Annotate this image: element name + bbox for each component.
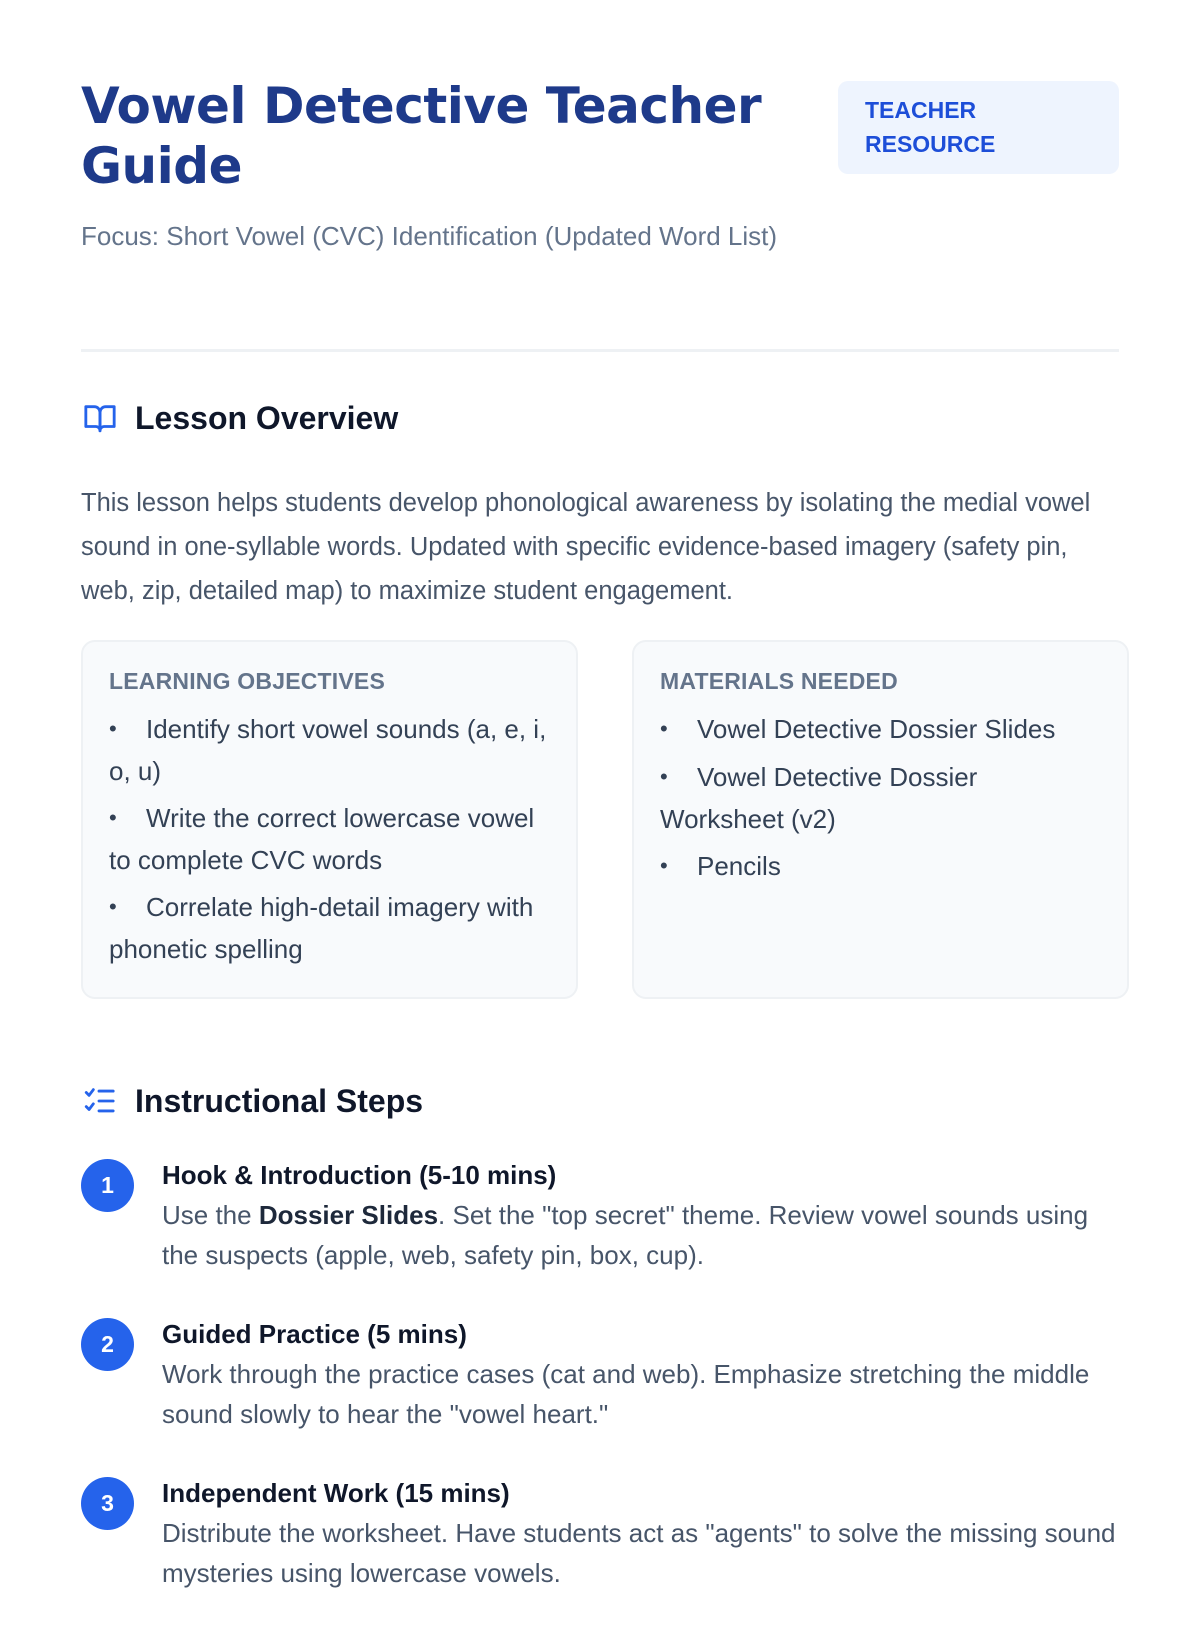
step-title: Independent Work (15 mins): [162, 1478, 510, 1508]
list-item: •Identify short vowel sounds (a, e, i, o, u): [109, 709, 550, 792]
instructional-steps-list: [81, 1155, 1121, 1632]
materials-needed-card: [632, 640, 1129, 999]
step-number: 3: [81, 1477, 134, 1530]
instructional-steps-heading: [81, 1082, 423, 1120]
step-description: Use the Dossier Slides. Set the "top secret" theme. Review vowel sounds using the suspects (apple, web, safety pin, box, cup).: [162, 1200, 1089, 1270]
list-checks-icon: [81, 1082, 119, 1120]
list-item: •Correlate high-detail imagery with phonetic spelling: [109, 887, 550, 970]
page-subtitle: Focus: Short Vowel (CVC) Identification (Updated Word List): [81, 221, 778, 251]
materials-needed-list: [660, 709, 1101, 888]
step-number: 1: [81, 1159, 134, 1212]
step-item: [81, 1155, 1121, 1275]
step-item: [81, 1314, 1121, 1434]
list-item: •Write the correct lowercase vowel to complete CVC words: [109, 798, 550, 881]
step-title: Guided Practice (5 mins): [162, 1319, 467, 1349]
step-title: Hook & Introduction (5-10 mins): [162, 1160, 557, 1190]
teacher-resource-badge: TEACHER RESOURCE: [838, 81, 1119, 174]
learning-objectives-card: [81, 640, 578, 999]
step-number: 2: [81, 1318, 134, 1371]
list-item: •Pencils: [660, 846, 1101, 888]
page-header: [81, 0, 1119, 352]
page-title: Vowel Detective Teacher Guide: [81, 77, 762, 195]
list-item: •Vowel Detective Dossier Slides: [660, 709, 1101, 751]
step-item: [81, 1473, 1121, 1593]
learning-objectives-heading: LEARNING OBJECTIVES: [109, 668, 386, 694]
step-description: Work through the practice cases (cat and web). Emphasize stretching the middle sound slowly to hear the "vowel heart.": [162, 1359, 1090, 1429]
list-item: •Vowel Detective Dossier Worksheet (v2): [660, 757, 1101, 840]
book-open-icon: [81, 399, 119, 437]
lesson-overview-title: Lesson Overview: [135, 399, 399, 436]
lesson-overview-heading: [81, 399, 398, 437]
learning-objectives-list: [109, 709, 550, 970]
materials-needed-heading: MATERIALS NEEDED: [660, 668, 898, 694]
step-description: Distribute the worksheet. Have students act as "agents" to solve the missing sound mysteries using lowercase vowels.: [162, 1518, 1116, 1588]
lesson-overview-text: This lesson helps students develop phonological awareness by isolating the medial vowel sound in one-syllable words. Updated with specific evidence-based imagery (safety pin, web, zip, detailed map) to maximize student engagement.: [81, 489, 1091, 605]
instructional-steps-title: Instructional Steps: [135, 1082, 424, 1119]
